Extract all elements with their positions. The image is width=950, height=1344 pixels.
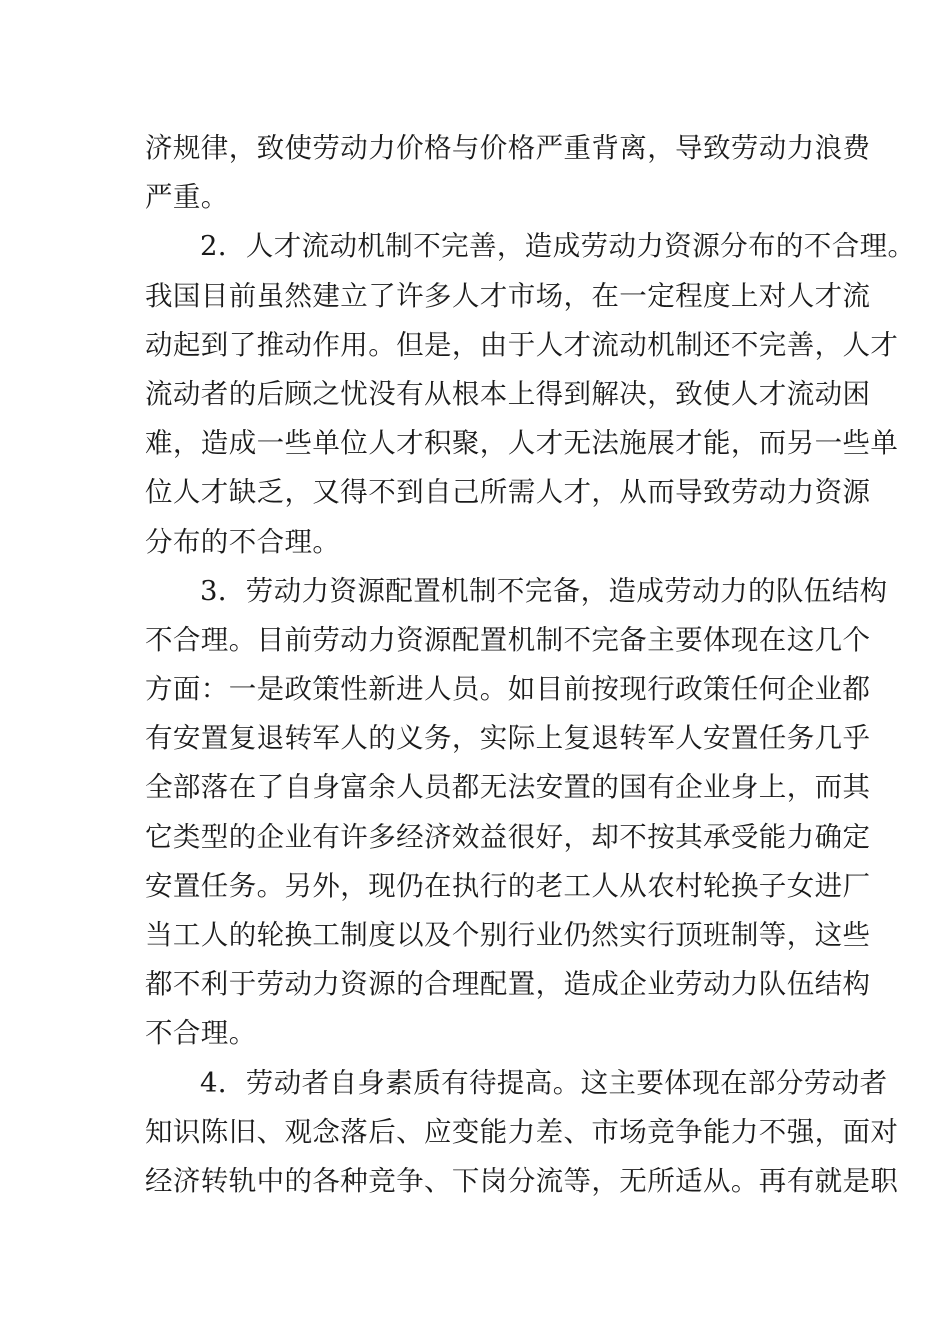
text-line: 位人才缺乏，又得不到自己所需人才，从而导致劳动力资源	[145, 476, 871, 509]
text-line: 都不利于劳动力资源的合理配置，造成企业劳动力队伍结构	[145, 968, 871, 1001]
text-line: 有安置复退转军人的义务，实际上复退转军人安置任务几乎	[145, 722, 871, 755]
text-line-paragraph-start: 3．劳动力资源配置机制不完备，造成劳动力的队伍结构	[200, 574, 888, 607]
text-line: 知识陈旧、观念落后、应变能力差、市场竞争能力不强，面对	[145, 1115, 899, 1148]
text-line: 不合理。	[145, 1017, 257, 1050]
text-line: 不合理。目前劳动力资源配置机制不完备主要体现在这几个	[145, 623, 871, 656]
text-line: 我国目前虽然建立了许多人才市场，在一定程度上对人才流	[145, 279, 871, 312]
text-line: 难，造成一些单位人才积聚，人才无法施展才能，而另一些单	[145, 427, 899, 460]
body-text	[145, 124, 916, 1206]
text-line: 它类型的企业有许多经济效益很好，却不按其承受能力确定	[145, 820, 871, 853]
text-line: 经济转轨中的各种竞争、下岗分流等，无所适从。再有就是职	[145, 1164, 899, 1197]
text-line: 安置任务。另外，现仍在执行的老工人从农村轮换子女进厂	[145, 869, 871, 902]
text-line: 济规律，致使劳动力价格与价格严重背离，导致劳动力浪费	[145, 132, 871, 164]
text-line: 全部落在了自身富余人员都无法安置的国有企业身上，而其	[145, 771, 871, 804]
text-line: 方面：一是政策性新进人员。如目前按现行政策任何企业都	[145, 673, 871, 706]
text-line-paragraph-start: 4．劳动者自身素质有待提高。这主要体现在部分劳动者	[200, 1066, 888, 1099]
text-line: 动起到了推动作用。但是，由于人才流动机制还不完善，人才	[145, 328, 899, 361]
text-line: 严重。	[145, 181, 229, 214]
text-line-paragraph-start: 2．人才流动机制不完善，造成劳动力资源分布的不合理。	[200, 230, 916, 263]
text-line: 当工人的轮换工制度以及个别行业仍然实行顶班制等，这些	[145, 919, 871, 951]
text-line: 分布的不合理。	[145, 525, 341, 558]
text-line: 流动者的后顾之忧没有从根本上得到解决，致使人才流动困	[145, 377, 871, 410]
